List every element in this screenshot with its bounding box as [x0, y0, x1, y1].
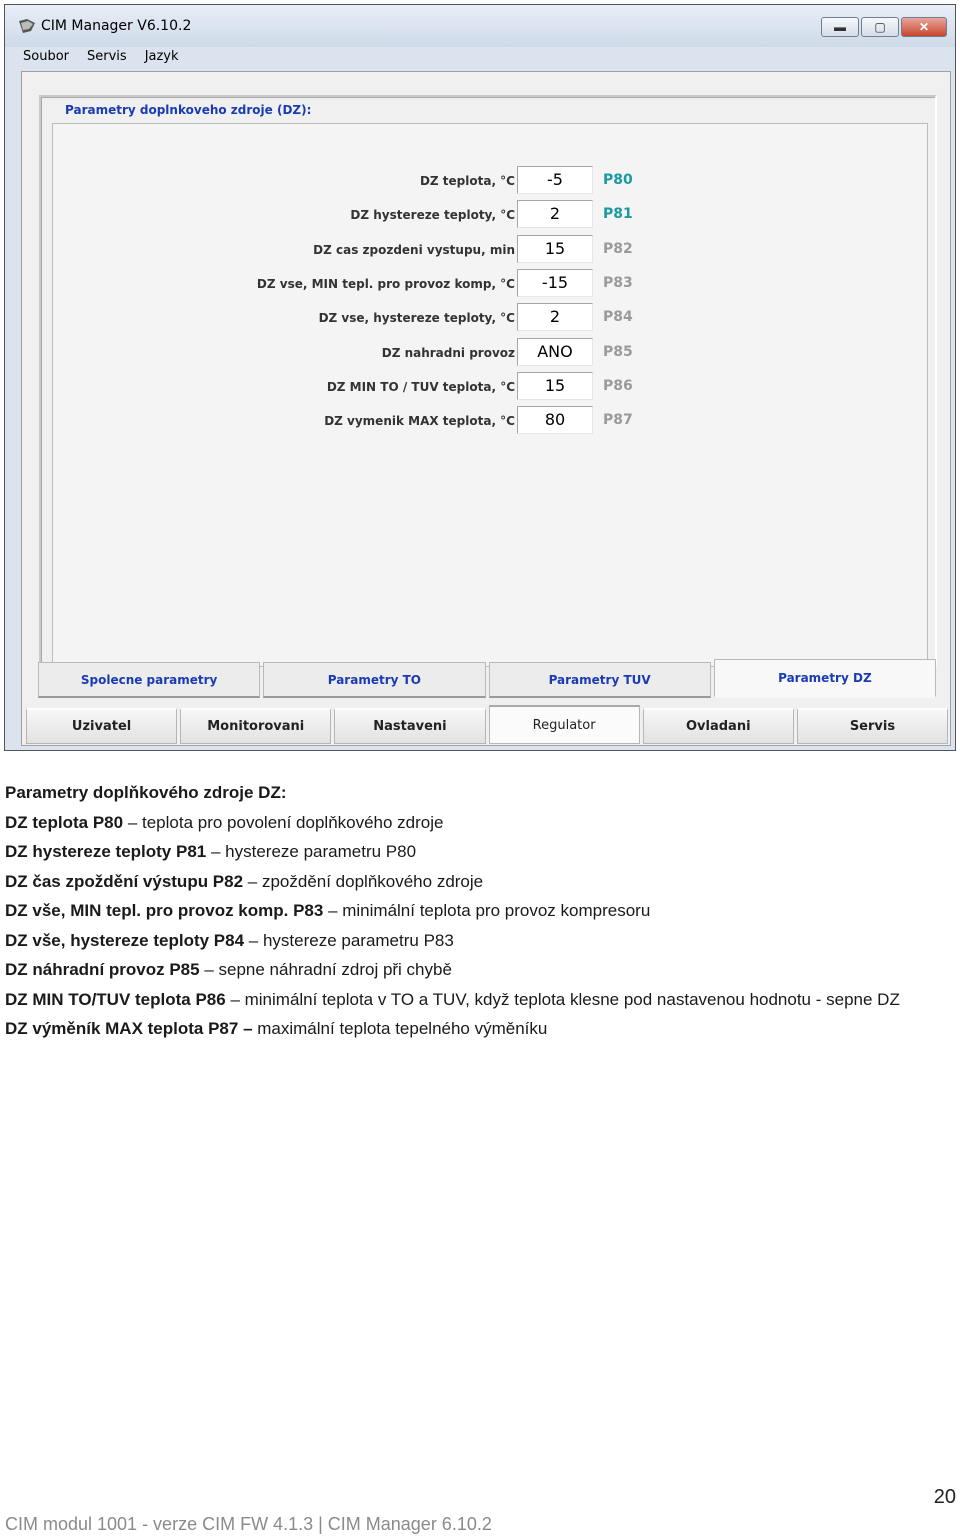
subtab-bar	[38, 662, 936, 698]
page-footer: CIM modul 1001 - verze CIM FW 4.1.3 | CIM Manager 6.10.2	[5, 1514, 492, 1534]
param-label: DZ MIN TO / TUV teplota, °C	[326, 379, 515, 394]
param-label: DZ vymenik MAX teplota, °C	[324, 414, 515, 429]
client-area	[21, 71, 951, 746]
main-tab-bar	[26, 708, 948, 744]
tab-ovladani[interactable]: Ovladani	[643, 708, 794, 744]
param-row-p82	[53, 233, 773, 267]
parameters-panel	[52, 123, 928, 667]
menu-item-servis[interactable]: Servis	[87, 49, 127, 64]
doc-line-description: – minimální teplota pro provoz kompresoru	[323, 901, 651, 920]
param-value-field[interactable]: -5	[517, 166, 593, 194]
close-button[interactable]: ✕	[901, 17, 947, 37]
subtab-parametry-dz[interactable]: Parametry DZ	[714, 659, 936, 698]
doc-line-description: – hystereze parametru P80	[206, 842, 417, 861]
param-value-field[interactable]: -15	[517, 269, 593, 297]
minimize-button[interactable]: ▬	[821, 17, 859, 37]
menu-item-jazyk[interactable]: Jazyk	[144, 49, 179, 64]
param-label: DZ cas zpozdeni vystupu, min	[313, 242, 515, 257]
title-bar[interactable]	[5, 5, 955, 47]
param-label: DZ vse, hystereze teploty, °C	[318, 311, 515, 326]
doc-line	[5, 837, 945, 867]
param-code: P81	[603, 206, 633, 223]
param-code: P83	[603, 274, 633, 291]
doc-line-description: maximální teplota tepelného výměníku	[252, 1019, 548, 1038]
window-controls	[821, 17, 947, 37]
param-row-p81	[53, 198, 773, 232]
doc-line-term: DZ vše, hystereze teploty P84	[5, 930, 245, 950]
subtab-spolecne-parametry[interactable]: Spolecne parametry	[38, 662, 260, 698]
app-icon	[17, 17, 37, 35]
param-row-p84	[53, 301, 773, 335]
param-value-field[interactable]: 2	[517, 303, 593, 331]
doc-line	[5, 867, 945, 897]
maximize-button[interactable]: ▢	[861, 17, 899, 37]
group-caption: Parametry doplnkoveho zdroje (DZ):	[65, 103, 312, 117]
doc-line	[5, 896, 945, 926]
param-label: DZ nahradni provoz	[381, 345, 515, 360]
param-value-field[interactable]: 15	[517, 372, 593, 400]
doc-line-description: – minimální teplota v TO a TUV, když teplota klesne pod nastavenou hodnotu - sepne DZ	[225, 989, 900, 1009]
doc-line	[5, 955, 945, 985]
doc-heading: Parametry doplňkového zdroje DZ:	[5, 783, 287, 802]
param-label: DZ vse, MIN tepl. pro provoz komp, °C	[256, 276, 515, 291]
page-number: 20	[933, 1486, 956, 1508]
doc-line	[5, 926, 945, 956]
doc-line-term: DZ hystereze teploty P81	[5, 842, 207, 861]
subtab-parametry-to[interactable]: Parametry TO	[263, 662, 485, 698]
tab-monitorovani[interactable]: Monitorovani	[180, 708, 331, 744]
doc-line-description: – zpoždění doplňkového zdroje	[243, 871, 484, 891]
param-code: P80	[603, 172, 633, 188]
param-code: P87	[603, 412, 633, 429]
tab-servis[interactable]: Servis	[797, 708, 948, 744]
doc-line-description: – sepne náhradní zdroj při chybě	[199, 960, 452, 979]
param-code: P86	[603, 377, 633, 394]
doc-line-term: DZ vše, MIN tepl. pro provoz komp. P83	[5, 901, 324, 920]
param-row-p80	[53, 164, 773, 198]
param-row-p83	[53, 267, 773, 301]
tab-nastaveni[interactable]: Nastaveni	[334, 708, 485, 744]
param-value-field[interactable]: 15	[517, 235, 593, 263]
param-label: DZ teplota, °C	[419, 174, 515, 188]
subtab-parametry-tuv[interactable]: Parametry TUV	[489, 662, 711, 698]
doc-line-term: DZ teplota P80	[5, 812, 124, 832]
tab-uzivatel[interactable]: Uzivatel	[26, 708, 177, 744]
param-value-field[interactable]: 80	[517, 406, 593, 434]
menu-bar	[23, 49, 179, 64]
param-code: P84	[603, 309, 633, 326]
doc-line	[5, 1014, 945, 1044]
param-row-p86	[53, 370, 773, 404]
app-window	[4, 4, 956, 751]
doc-line	[5, 808, 945, 838]
param-value-field[interactable]: 2	[517, 200, 593, 228]
doc-line-term: DZ čas zpoždění výstupu P82	[5, 871, 244, 891]
doc-line-term: DZ MIN TO/TUV teplota P86	[5, 989, 226, 1009]
menu-item-soubor[interactable]: Soubor	[23, 49, 69, 64]
param-row-p85	[53, 336, 773, 370]
parameters-group	[39, 95, 937, 667]
tab-regulator[interactable]: Regulator	[489, 705, 640, 744]
param-label: DZ hystereze teploty, °C	[350, 208, 515, 223]
doc-line-term: DZ výměník MAX teplota P87 –	[5, 1019, 253, 1038]
param-value-field[interactable]: ANO	[517, 338, 593, 366]
param-code: P85	[603, 343, 633, 360]
param-code: P82	[603, 240, 633, 257]
doc-line	[5, 985, 945, 1015]
doc-line-term: DZ náhradní provoz P85	[5, 960, 200, 979]
document-text	[5, 778, 945, 1044]
param-row-p87	[53, 404, 773, 438]
window-title: CIM Manager V6.10.2	[41, 18, 192, 34]
doc-line-description: – teplota pro povolení doplňkového zdroje	[123, 812, 444, 832]
doc-line-description: – hystereze parametru P83	[244, 930, 454, 950]
